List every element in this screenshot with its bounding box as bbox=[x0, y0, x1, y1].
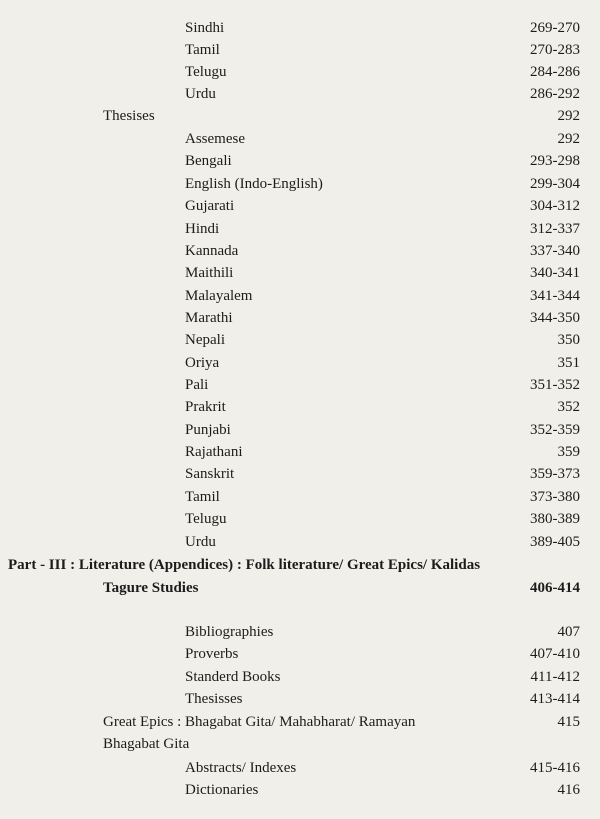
toc-entry bbox=[0, 486, 600, 508]
toc-entry bbox=[0, 419, 600, 441]
entry-label: Marathi bbox=[185, 310, 233, 326]
entry-pages: 286-292 bbox=[530, 86, 580, 102]
entry-pages: 407 bbox=[557, 624, 580, 640]
entry-pages: 406-414 bbox=[530, 580, 580, 596]
toc-entry bbox=[0, 374, 600, 396]
toc-entry bbox=[0, 666, 600, 688]
entry-label: English (Indo-English) bbox=[185, 176, 323, 192]
entry-pages: 407-410 bbox=[530, 646, 580, 662]
entry-pages: 269-270 bbox=[530, 20, 580, 36]
entry-pages: 415-416 bbox=[530, 760, 580, 776]
entry-pages: 340-341 bbox=[530, 265, 580, 281]
entry-label: Hindi bbox=[185, 221, 220, 237]
toc-entry bbox=[0, 329, 600, 351]
toc-entry bbox=[0, 396, 600, 418]
entry-label: Malayalem bbox=[185, 288, 253, 304]
entry-pages: 351-352 bbox=[530, 377, 580, 393]
toc-section-entry bbox=[0, 105, 600, 127]
toc-entry bbox=[0, 218, 600, 240]
toc-entry bbox=[0, 531, 600, 553]
toc-entry bbox=[0, 150, 600, 172]
toc-entry bbox=[0, 757, 600, 779]
entry-label: Thesisses bbox=[185, 691, 243, 707]
entry-pages: 299-304 bbox=[530, 176, 580, 192]
entry-pages: 292 bbox=[557, 131, 580, 147]
toc-entry bbox=[0, 441, 600, 463]
entry-label: Standerd Books bbox=[185, 669, 281, 685]
entry-label: Bibliographies bbox=[185, 624, 274, 640]
toc-section-entry bbox=[0, 733, 600, 755]
part-heading bbox=[0, 554, 600, 576]
entry-pages: 352 bbox=[557, 399, 580, 415]
entry-label: Assemese bbox=[185, 131, 245, 147]
part-heading-label: Part - III : Literature (Appendices) : Folk literature/ Great Epics/ Kalidas bbox=[8, 557, 481, 573]
entry-label: Kannada bbox=[185, 243, 239, 259]
toc-entry bbox=[0, 643, 600, 665]
toc-entry bbox=[0, 262, 600, 284]
toc-entry bbox=[0, 61, 600, 83]
entry-label: Urdu bbox=[185, 534, 216, 550]
entry-label: Tamil bbox=[185, 489, 220, 505]
entry-label: Thesises bbox=[103, 108, 155, 124]
toc-entry bbox=[0, 352, 600, 374]
entry-pages: 351 bbox=[557, 355, 580, 371]
entry-label: Bengali bbox=[185, 153, 232, 169]
toc-entry bbox=[0, 621, 600, 643]
toc-entry bbox=[0, 285, 600, 307]
entry-label: Nepali bbox=[185, 332, 225, 348]
entry-pages: 413-414 bbox=[530, 691, 580, 707]
toc-entry bbox=[0, 240, 600, 262]
entry-label: Urdu bbox=[185, 86, 216, 102]
entry-pages: 270-283 bbox=[530, 42, 580, 58]
toc-entry bbox=[0, 463, 600, 485]
entry-label: Pali bbox=[185, 377, 209, 393]
entry-label: Prakrit bbox=[185, 399, 226, 415]
entry-label: Oriya bbox=[185, 355, 220, 371]
entry-label: Maithili bbox=[185, 265, 234, 281]
entry-pages: 389-405 bbox=[530, 534, 580, 550]
entry-label: Telugu bbox=[185, 511, 227, 527]
entry-label: Tagure Studies bbox=[103, 580, 199, 596]
entry-label: Sindhi bbox=[185, 20, 225, 36]
toc-entry bbox=[0, 508, 600, 530]
toc-entry bbox=[0, 128, 600, 150]
part-heading-continued bbox=[0, 577, 600, 599]
entry-label: Sanskrit bbox=[185, 466, 235, 482]
entry-pages: 380-389 bbox=[530, 511, 580, 527]
toc-entry bbox=[0, 307, 600, 329]
entry-pages: 415 bbox=[557, 714, 580, 730]
entry-pages: 312-337 bbox=[530, 221, 580, 237]
toc-entry bbox=[0, 195, 600, 217]
entry-pages: 352-359 bbox=[530, 422, 580, 438]
toc-entry bbox=[0, 688, 600, 710]
entry-pages: 416 bbox=[557, 782, 580, 798]
toc-entry bbox=[0, 83, 600, 105]
entry-pages: 284-286 bbox=[530, 64, 580, 80]
toc-entry bbox=[0, 39, 600, 61]
entry-label: Dictionaries bbox=[185, 782, 259, 798]
entry-label: Gujarati bbox=[185, 198, 235, 214]
entry-label: Rajathani bbox=[185, 444, 243, 460]
entry-pages: 359 bbox=[557, 444, 580, 460]
entry-pages: 293-298 bbox=[530, 153, 580, 169]
entry-pages: 292 bbox=[557, 108, 580, 124]
entry-label: Telugu bbox=[185, 64, 227, 80]
entry-label: Proverbs bbox=[185, 646, 239, 662]
toc-entry bbox=[0, 173, 600, 195]
entry-pages: 304-312 bbox=[530, 198, 580, 214]
entry-pages: 373-380 bbox=[530, 489, 580, 505]
entry-pages: 341-344 bbox=[530, 288, 580, 304]
entry-label: Great Epics : Bhagabat Gita/ Mahabharat/ Ramayan bbox=[103, 714, 416, 730]
toc-entry bbox=[0, 17, 600, 39]
entry-pages: 350 bbox=[557, 332, 580, 348]
toc-section-entry bbox=[0, 711, 600, 733]
entry-label: Bhagabat Gita bbox=[103, 736, 190, 752]
entry-pages: 337-340 bbox=[530, 243, 580, 259]
entry-label: Tamil bbox=[185, 42, 220, 58]
entry-label: Punjabi bbox=[185, 422, 231, 438]
entry-label: Abstracts/ Indexes bbox=[185, 760, 297, 776]
toc-entry bbox=[0, 779, 600, 801]
entry-pages: 344-350 bbox=[530, 310, 580, 326]
entry-pages: 359-373 bbox=[530, 466, 580, 482]
entry-pages: 411-412 bbox=[530, 669, 580, 685]
